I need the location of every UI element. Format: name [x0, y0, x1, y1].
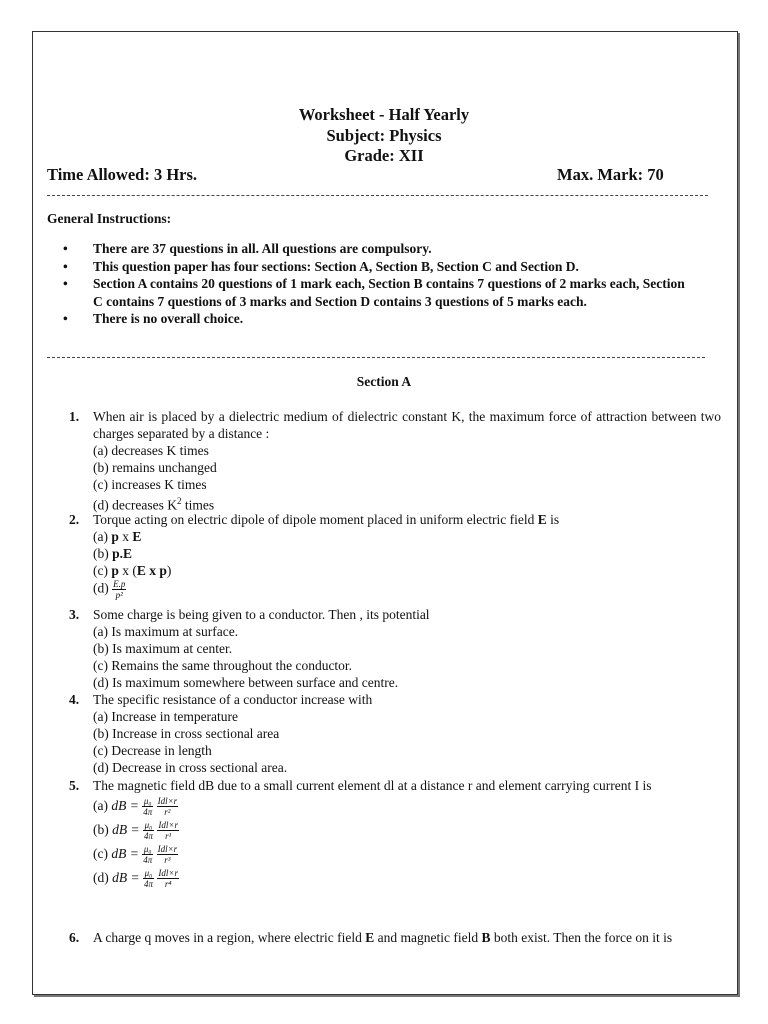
question-5	[69, 777, 721, 890]
constant-fraction: $\frac{\text{μ₀}}{4\pi}$	[143, 868, 153, 890]
option-b: (b) p.E	[93, 546, 133, 561]
field-fraction: $\frac{\text{Idl×r}}{\text{r⁴}}$	[158, 868, 178, 890]
option-c: (c) Remains the same throughout the conductor.	[93, 658, 353, 673]
question-stem: Torque acting on electric dipole of dipole moment placed in uniform electric field E is	[93, 512, 560, 527]
question-stem: A charge q moves in a region, where electric field E and magnetic field B both exist. Then the force on it is	[93, 930, 673, 945]
question-number: 3.	[69, 607, 80, 622]
option-a: (a) Increase in temperature	[93, 709, 239, 724]
option-c: (c) Decrease in length	[93, 743, 212, 758]
instructions-divider	[47, 357, 705, 358]
option-a: (a) p x E	[93, 529, 142, 544]
field-fraction: $\frac{\text{Idl×r}}{\text{r²}}$	[157, 796, 178, 818]
question-3	[69, 606, 721, 691]
option-a: (a) dB = $\frac{\text{μ₀}}{4\pi}$ $\frac{\text{Idl×r}}{\text{r²}}$	[93, 796, 178, 818]
fraction: $\frac{E.p}{\text{p²}}$	[113, 579, 126, 600]
constant-fraction: $\frac{\text{μ₀}}{4\pi}$	[143, 820, 153, 842]
question-2	[69, 511, 721, 600]
question-1	[69, 408, 721, 514]
formula-lhs: dB =	[111, 798, 139, 813]
question-number: 6.	[69, 930, 80, 945]
option-d: (d) dB = $\frac{\text{μ₀}}{4\pi}$ $\frac{\text{Idl×r}}{\text{r⁴}}$	[93, 868, 178, 890]
instruction-item: • Section A contains 20 questions of 1 mark each, Section B contains 7 questions of 2 marks each, Section C contains 7 questions of 3 marks and Section D contains 3 questions of 5 marks each.	[47, 275, 687, 310]
instruction-item: • There are 37 questions in all. All questions are compulsory.	[47, 240, 687, 258]
subject-line: Subject: Physics	[326, 126, 442, 145]
field-fraction: $\frac{\text{Idl×r}}{\text{r³}}$	[157, 844, 178, 866]
option-b: (b) remains unchanged	[93, 460, 217, 475]
formula-lhs: dB =	[112, 870, 140, 885]
option-d: (d) decreases $K^2$ times	[93, 496, 215, 513]
question-stem: Some charge is being given to a conductor. Then , its potential	[93, 607, 430, 622]
worksheet-title: Worksheet - Half Yearly	[298, 105, 470, 124]
question-number: 4.	[69, 692, 80, 707]
question-stem: The magnetic field dB due to a small current element dl at a distance r and element carrying current I is	[93, 778, 652, 793]
instruction-item: • There is no overall choice.	[47, 310, 687, 328]
grade-line: Grade: XII	[344, 146, 424, 165]
option-d: (d) $\frac{E.p}{\text{p²}}$	[93, 579, 126, 600]
section-title: Section A	[356, 374, 412, 389]
option-b: (b) Is maximum at center.	[93, 641, 233, 656]
question-6	[69, 929, 721, 946]
instructions-list	[47, 240, 687, 328]
constant-fraction: $\frac{\text{μ₀}}{4\pi}$	[143, 796, 153, 818]
option-a: (a) decreases K times	[93, 443, 209, 458]
option-a: (a) Is maximum at surface.	[93, 624, 239, 639]
formula-options	[69, 794, 721, 890]
question-stem: When air is placed by a dielectric medium of dielectric constant K, the maximum force of attraction between two charges separated by a distance :	[93, 409, 721, 441]
question-stem: The specific resistance of a conductor increase with	[93, 692, 373, 707]
instruction-item: • This question paper has four sections: Section A, Section B, Section C and Section D.	[47, 258, 687, 276]
question-number: 5.	[69, 778, 80, 793]
option-c: (c) p x (E x p)	[93, 563, 172, 578]
instructions-title: General Instructions:	[47, 211, 172, 226]
formula-lhs: dB =	[112, 822, 140, 837]
option-d: (d) Decrease in cross sectional area.	[93, 760, 288, 775]
option-c: (c) dB = $\frac{\text{μ₀}}{4\pi}$ $\frac{\text{Idl×r}}{\text{r³}}$	[93, 844, 178, 866]
max-mark: Max. Mark: 70	[557, 165, 664, 184]
option-b: (b) dB = $\frac{\text{μ₀}}{4\pi}$ $\frac{\text{Idl×r}}{\text{r¹}}$	[93, 820, 178, 842]
question-number: 1.	[69, 409, 80, 424]
option-d: (d) Is maximum somewhere between surface and centre.	[93, 675, 399, 690]
option-b: (b) Increase in cross sectional area	[93, 726, 280, 741]
field-fraction: $\frac{\text{Idl×r}}{\text{r¹}}$	[158, 820, 178, 842]
time-allowed: Time Allowed: 3 Hrs.	[47, 165, 198, 184]
formula-lhs: dB =	[111, 846, 139, 861]
option-c: (c) increases K times	[93, 477, 207, 492]
question-number: 2.	[69, 512, 80, 527]
constant-fraction: $\frac{\text{μ₀}}{4\pi}$	[143, 844, 153, 866]
question-4	[69, 691, 721, 776]
header-divider	[47, 195, 708, 196]
